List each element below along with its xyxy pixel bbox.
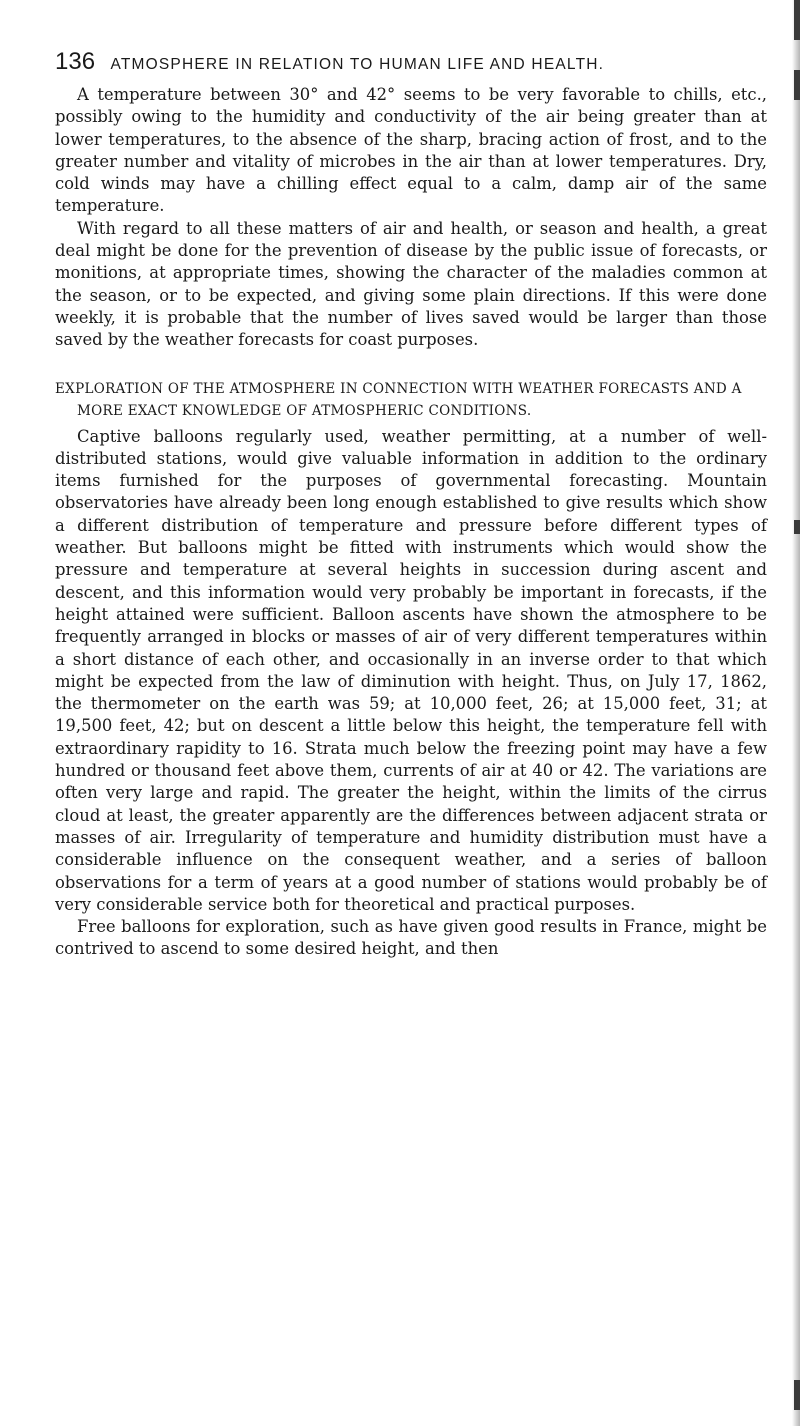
page-edge-mark: [794, 520, 800, 534]
page-edge-mark: [794, 0, 800, 40]
page-edge-mark: [794, 70, 800, 100]
paragraph-free-balloons: Free balloons for exploration, such as have given good results in France, might be contrived to ascend to some desired height, and then: [55, 917, 767, 959]
paragraph-temperature-chills: A temperature between 30° and 42° seems to be very favorable to chills, etc., possibly owing to the humidity and conductivity of the air being greater than at lower temperatures, to the absence of the sharp, bracing action of frost, and to the greater number and vitality of microbes in the air than at lower temperatures. Dry, cold winds may have a chilling effect equal to a calm, damp air of the same temperature.: [55, 85, 767, 216]
section-heading: EXPLORATION OF THE ATMOSPHERE IN CONNECTION WITH WEATHER FORECASTS AND A MORE EXACT KNOWLEDGE OF ATMOSPHERIC CONDITIONS.: [55, 380, 742, 419]
page-edge-shadow: [792, 0, 800, 1426]
page-edge-mark: [794, 1380, 800, 1410]
page-number: 136: [55, 48, 96, 75]
running-header: [55, 48, 767, 76]
running-title: ATMOSPHERE IN RELATION TO HUMAN LIFE AND HEALTH.: [110, 56, 605, 73]
book-page: [55, 48, 767, 961]
paragraph-health-forecasts: With regard to all these matters of air and health, or season and health, a great deal might be done for the prevention of disease by the public issue of forecasts, or monitions, at appropriate times, showing the character of the maladies common at the season, or to be expected, and giving some plain directions. If this were done weekly, it is probable that the number of lives saved would be larger than those saved by the weather forecasts for coast purposes.: [55, 218, 767, 350]
paragraph-captive-balloons: Captive balloons regularly used, weather permitting, at a number of well-distributed stations, would give valuable information in addition to the ordinary items furnished for the purposes of governmental forecasting. Mountain observatories have already been long enough established to give results which show a different distribution of temperature and pressure before different types of weather. But balloons might be fitted with instruments which would show the pressure and temperature at several heights in succession during ascent and descent, and this information would very probably be important in forecasts, if the height attained were sufficient. Balloon ascents have shown the atmosphere to be frequently arranged in blocks or masses of air of very different temperatures within a short distance of each other, and occasionally in an inverse order to that which might be expected from the law of diminution with height. Thus, on July 17, 1862, the thermometer on the earth was 59; at 10,000 feet, 26; at 15,000 feet, 31; at 19,500 feet, 42; but on descent a little below this height, the temperature fell with extraordinary rapidity to 16. Strata much below the freezing point may have a few hundred or thousand feet above them, currents of air at 40 or 42. The variations are often very large and rapid. The greater the height, within the limits of the cirrus cloud at least, the greater apparently are the differences between adjacent strata or masses of air. Irregularity of temperature and humidity distribution must have a considerable influence on the consequent weather, and a series of balloon observations for a term of years at a good number of stations would probably be of very considerable service both for theoretical and practical purposes.: [55, 426, 767, 914]
